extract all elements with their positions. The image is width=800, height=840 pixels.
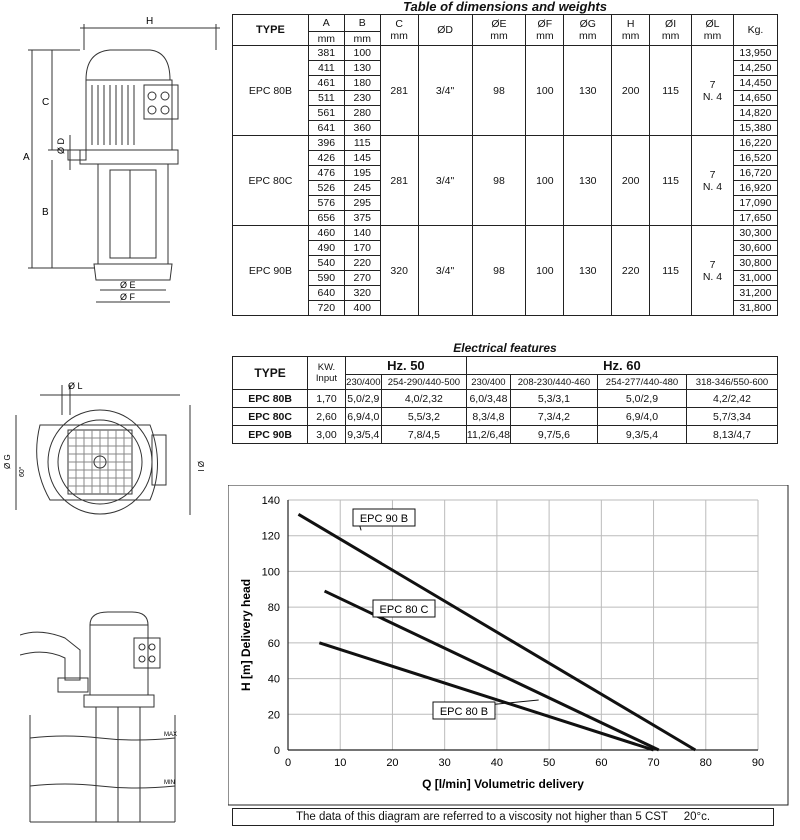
current-cell: 6,9/4,0 bbox=[597, 408, 686, 426]
dim-b-cell: 400 bbox=[344, 301, 380, 316]
elec-type-header: TYPE bbox=[233, 357, 308, 390]
level-max: MAX bbox=[164, 732, 178, 738]
dim-col-header: B bbox=[344, 15, 380, 32]
dim-d-cell: 3/4" bbox=[418, 46, 472, 136]
y-axis-label: H [m] Delivery head bbox=[239, 578, 253, 692]
dim-a-cell: 526 bbox=[308, 181, 344, 196]
dim-col-unit: mm bbox=[490, 30, 508, 42]
dim-a-cell: 411 bbox=[308, 61, 344, 76]
dim-c-cell: 281 bbox=[380, 136, 418, 226]
dim-col-unit: mm bbox=[621, 30, 640, 42]
dim-a-cell: 460 bbox=[308, 226, 344, 241]
dim-b-cell: 100 bbox=[344, 46, 380, 61]
dim-b-cell: 245 bbox=[344, 181, 380, 196]
model-type-cell: EPC 80C bbox=[233, 136, 309, 226]
dim-col-header: H mm bbox=[612, 15, 650, 46]
weight-cell: 16,220 bbox=[733, 136, 777, 151]
dim-e-cell: 98 bbox=[472, 226, 526, 316]
weight-cell: 31,200 bbox=[733, 286, 777, 301]
dim-f-cell: 100 bbox=[526, 226, 564, 316]
dim-col-header: ØG mm bbox=[564, 15, 612, 46]
dim-d-cell: 3/4" bbox=[418, 226, 472, 316]
dim-a-cell: 381 bbox=[308, 46, 344, 61]
weight-cell: 13,950 bbox=[733, 46, 777, 61]
table-row bbox=[233, 136, 778, 151]
electrical-table-title: Electrical features bbox=[453, 341, 557, 355]
dim-a-cell: 640 bbox=[308, 286, 344, 301]
dim-col-header: ØL mm bbox=[692, 15, 734, 46]
dim-label-i: Ø I bbox=[196, 461, 205, 472]
dim-col-unit: mm bbox=[661, 30, 680, 42]
dim-b-cell: 280 bbox=[344, 106, 380, 121]
current-cell: 5,0/2,9 bbox=[345, 390, 381, 408]
dim-label-c: C bbox=[42, 97, 50, 108]
dim-col-unit: mm bbox=[344, 32, 380, 46]
current-cell: 5,5/3,2 bbox=[381, 408, 466, 426]
performance-chart bbox=[228, 485, 794, 815]
dim-a-cell: 426 bbox=[308, 151, 344, 166]
y-tick-label: 80 bbox=[267, 602, 280, 615]
dimensions-table-title: Table of dimensions and weights bbox=[403, 0, 607, 14]
dim-a-cell: 590 bbox=[308, 271, 344, 286]
dim-col-unit: mm bbox=[579, 30, 597, 42]
electrical-table bbox=[232, 356, 778, 444]
dim-a-cell: 576 bbox=[308, 196, 344, 211]
dim-b-cell: 230 bbox=[344, 91, 380, 106]
table-row bbox=[233, 46, 778, 61]
dim-a-cell: 461 bbox=[308, 76, 344, 91]
legend-label: EPC 80 B bbox=[439, 706, 489, 718]
x-tick-label: 70 bbox=[647, 757, 660, 769]
dim-f-cell: 100 bbox=[526, 46, 564, 136]
dim-col-unit: mm bbox=[703, 30, 722, 42]
dim-col-unit: mm bbox=[390, 30, 408, 42]
current-cell: 4,0/2,32 bbox=[381, 390, 466, 408]
current-cell: 8,13/4,7 bbox=[686, 426, 777, 444]
dim-label-e: Ø E bbox=[120, 280, 136, 290]
weight-cell: 30,800 bbox=[733, 256, 777, 271]
top-view-drawing bbox=[0, 375, 215, 525]
dim-b-cell: 130 bbox=[344, 61, 380, 76]
voltage-header: 254-277/440-480 bbox=[597, 375, 686, 390]
current-cell: 9,3/5,4 bbox=[597, 426, 686, 444]
current-cell: 7,8/4,5 bbox=[381, 426, 466, 444]
dim-col-header: ØF mm bbox=[526, 15, 564, 46]
kw-cell: 3,00 bbox=[308, 426, 346, 444]
table-row bbox=[233, 390, 778, 408]
current-cell: 9,3/5,4 bbox=[345, 426, 381, 444]
model-type-cell: EPC 80C bbox=[233, 408, 308, 426]
dim-b-cell: 360 bbox=[344, 121, 380, 136]
dim-c-cell: 320 bbox=[380, 226, 418, 316]
x-axis-label: Q [l/min] Volumetric delivery bbox=[422, 777, 584, 791]
dim-a-cell: 720 bbox=[308, 301, 344, 316]
model-type-cell: EPC 80B bbox=[233, 390, 308, 408]
dim-a-cell: 641 bbox=[308, 121, 344, 136]
x-tick-label: 90 bbox=[751, 757, 765, 769]
dim-h-cell: 220 bbox=[612, 226, 650, 316]
current-cell: 5,3/3,1 bbox=[510, 390, 597, 408]
y-tick-label: 20 bbox=[267, 709, 280, 722]
model-type-cell: EPC 90B bbox=[233, 226, 309, 316]
dim-col-header: ØD bbox=[418, 15, 472, 46]
level-min: MIN bbox=[164, 780, 175, 786]
x-tick-label: 20 bbox=[386, 757, 399, 769]
dim-i-cell: 115 bbox=[650, 46, 692, 136]
current-cell: 7,3/4,2 bbox=[510, 408, 597, 426]
side-view-drawing bbox=[20, 10, 220, 310]
voltage-header: 230/400 bbox=[466, 375, 510, 390]
weight-cell: 17,650 bbox=[733, 211, 777, 226]
dim-b-cell: 375 bbox=[344, 211, 380, 226]
dim-l-cell: 7 N. 4 bbox=[692, 46, 734, 136]
dim-b-cell: 320 bbox=[344, 286, 380, 301]
weight-cell: 30,300 bbox=[733, 226, 777, 241]
dim-d-cell: 3/4" bbox=[418, 136, 472, 226]
weight-cell: 15,380 bbox=[733, 121, 777, 136]
x-tick-label: 50 bbox=[542, 757, 556, 769]
y-tick-label: 0 bbox=[273, 745, 280, 757]
legend-label: EPC 80 C bbox=[379, 604, 429, 616]
dim-g-cell: 130 bbox=[564, 136, 612, 226]
dim-l-cell: 7 N. 4 bbox=[692, 226, 734, 316]
dim-b-cell: 270 bbox=[344, 271, 380, 286]
y-tick-label: 120 bbox=[261, 530, 280, 543]
dim-col-header: C mm bbox=[380, 15, 418, 46]
elec-kw-header: KW. Input bbox=[308, 357, 346, 390]
dim-a-cell: 511 bbox=[308, 91, 344, 106]
dim-label-a: A bbox=[23, 152, 30, 163]
dim-e-cell: 98 bbox=[472, 46, 526, 136]
x-tick-label: 40 bbox=[490, 757, 504, 769]
dim-label-60: 60° bbox=[19, 466, 26, 477]
hz60-header: Hz. 60 bbox=[466, 357, 777, 375]
dim-b-cell: 170 bbox=[344, 241, 380, 256]
table-row bbox=[233, 408, 778, 426]
dim-g-cell: 130 bbox=[564, 46, 612, 136]
dim-i-cell: 115 bbox=[650, 136, 692, 226]
dimensions-table bbox=[232, 14, 778, 316]
x-tick-label: 30 bbox=[438, 757, 451, 769]
dim-g-cell: 130 bbox=[564, 226, 612, 316]
dim-h-cell: 200 bbox=[612, 136, 650, 226]
dim-label-h: H bbox=[146, 16, 154, 27]
dim-label-l: Ø L bbox=[68, 381, 83, 391]
dim-b-cell: 140 bbox=[344, 226, 380, 241]
weight-cell: 14,450 bbox=[733, 76, 777, 91]
dim-label-g: Ø G bbox=[3, 454, 12, 469]
weight-cell: 17,090 bbox=[733, 196, 777, 211]
dim-a-cell: 561 bbox=[308, 106, 344, 121]
voltage-header: 208-230/440-460 bbox=[510, 375, 597, 390]
y-tick-label: 40 bbox=[267, 673, 280, 686]
dim-b-cell: 220 bbox=[344, 256, 380, 271]
voltage-header: 254-290/440-500 bbox=[381, 375, 466, 390]
kw-cell: 2,60 bbox=[308, 408, 346, 426]
x-tick-label: 10 bbox=[334, 757, 347, 769]
legend-label: EPC 90 B bbox=[359, 513, 409, 525]
current-cell: 5,0/2,9 bbox=[597, 390, 686, 408]
weight-cell: 14,250 bbox=[733, 61, 777, 76]
dim-i-cell: 115 bbox=[650, 226, 692, 316]
voltage-header: 230/400 bbox=[346, 376, 381, 388]
current-cell: 6,0/3,48 bbox=[466, 390, 510, 408]
dim-b-cell: 295 bbox=[344, 196, 380, 211]
dim-a-cell: 396 bbox=[308, 136, 344, 151]
dim-label-d: Ø D bbox=[56, 137, 66, 154]
weight-cell: 14,650 bbox=[733, 91, 777, 106]
dim-col-unit: mm bbox=[536, 30, 554, 42]
dim-l-cell: 7 N. 4 bbox=[692, 136, 734, 226]
model-type-cell: EPC 80B bbox=[233, 46, 309, 136]
weight-cell: 14,820 bbox=[733, 106, 777, 121]
table-row bbox=[233, 226, 778, 241]
weight-cell: 16,920 bbox=[733, 181, 777, 196]
dim-a-cell: 490 bbox=[308, 241, 344, 256]
dim-a-cell: 540 bbox=[308, 256, 344, 271]
weight-cell: 30,600 bbox=[733, 241, 777, 256]
weight-cell: 31,800 bbox=[733, 301, 777, 316]
dim-b-cell: 145 bbox=[344, 151, 380, 166]
weight-cell: 16,720 bbox=[733, 166, 777, 181]
dim-h-cell: 200 bbox=[612, 46, 650, 136]
dim-type-header: TYPE bbox=[233, 15, 309, 46]
dim-col-unit: mm bbox=[308, 32, 344, 46]
x-tick-label: 80 bbox=[699, 757, 712, 769]
dim-col-header: Kg. bbox=[733, 15, 777, 46]
x-tick-label: 60 bbox=[595, 757, 608, 769]
dim-f-cell: 100 bbox=[526, 136, 564, 226]
y-tick-label: 60 bbox=[267, 637, 280, 650]
x-tick-label: 0 bbox=[284, 757, 292, 769]
weight-cell: 31,000 bbox=[733, 271, 777, 286]
current-cell: 8,3/4,8 bbox=[466, 408, 510, 426]
weight-cell: 16,520 bbox=[733, 151, 777, 166]
model-type-cell: EPC 90B bbox=[233, 426, 308, 444]
current-cell: 9,7/5,6 bbox=[510, 426, 597, 444]
current-cell: 6,9/4,0 bbox=[345, 408, 381, 426]
dim-c-cell: 281 bbox=[380, 46, 418, 136]
dim-b-cell: 195 bbox=[344, 166, 380, 181]
y-tick-label: 140 bbox=[261, 495, 280, 507]
installation-drawing bbox=[20, 610, 195, 830]
current-cell: 5,7/3,34 bbox=[686, 408, 777, 426]
kw-cell: 1,70 bbox=[308, 390, 346, 408]
dim-col-header: ØE mm bbox=[472, 15, 526, 46]
dim-e-cell: 98 bbox=[472, 136, 526, 226]
current-cell: 4,2/2,42 bbox=[686, 390, 777, 408]
dim-label-b: B bbox=[42, 207, 49, 218]
dim-a-cell: 476 bbox=[308, 166, 344, 181]
y-tick-label: 100 bbox=[261, 566, 280, 579]
dim-a-cell: 656 bbox=[308, 211, 344, 226]
voltage-header: 318-346/550-600 bbox=[686, 375, 777, 390]
dim-b-cell: 180 bbox=[344, 76, 380, 91]
dim-col-header: A bbox=[308, 15, 344, 32]
chart-note: The data of this diagram are referred to a viscosity not higher than 5 CST 20°c. bbox=[232, 808, 774, 826]
dim-col-header: ØI mm bbox=[650, 15, 692, 46]
dim-b-cell: 115 bbox=[344, 136, 380, 151]
table-row bbox=[233, 426, 778, 444]
hz50-header: Hz. 50 bbox=[345, 357, 466, 375]
dim-label-f: Ø F bbox=[120, 292, 135, 302]
current-cell: 11,2/6,48 bbox=[466, 426, 510, 444]
